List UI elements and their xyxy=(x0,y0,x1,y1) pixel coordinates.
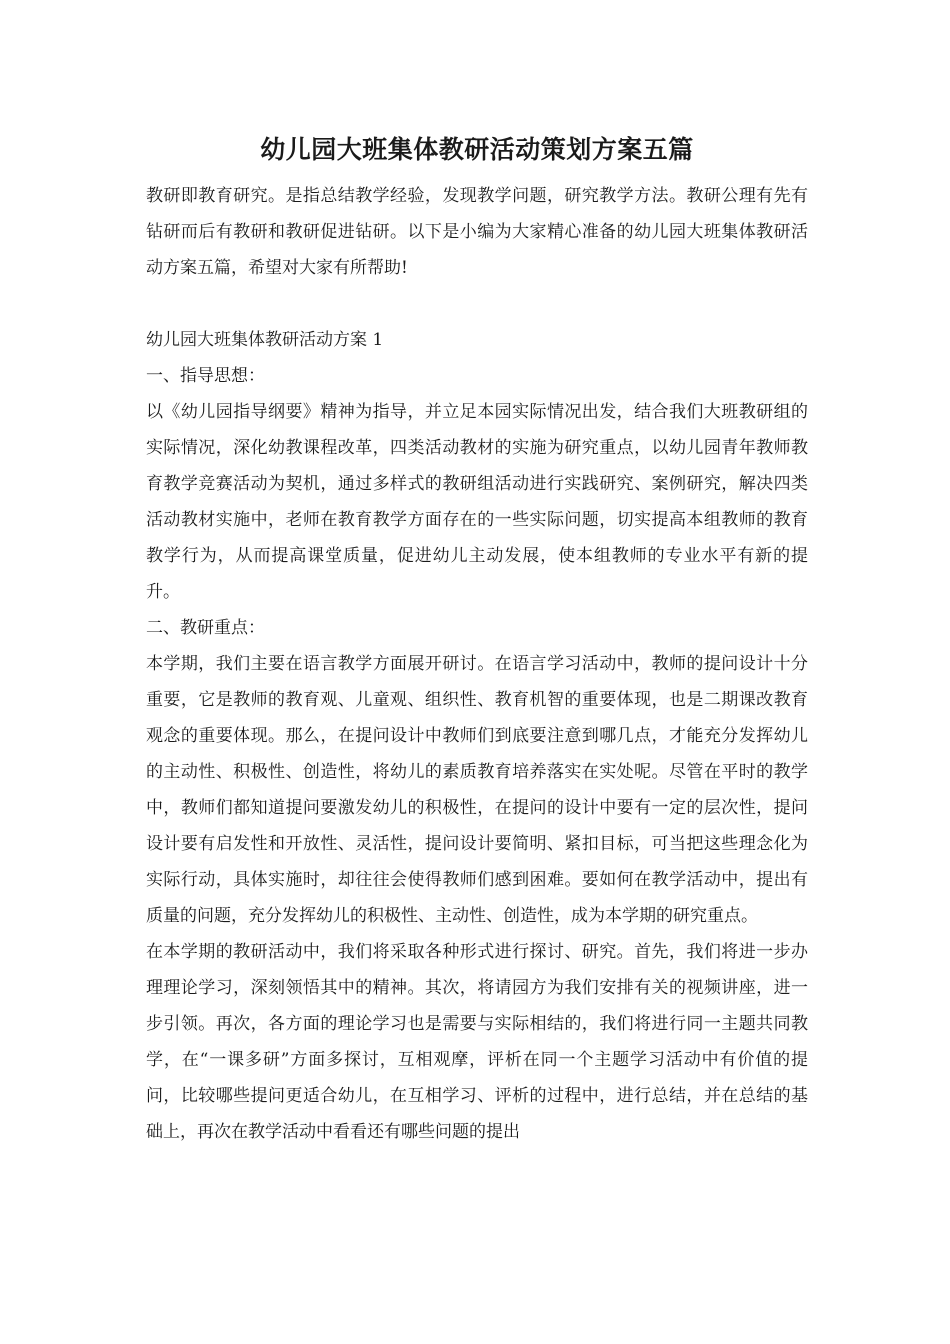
heading-guiding-ideology: 一、指导思想： xyxy=(146,366,265,386)
blank-line xyxy=(146,286,808,322)
paragraph-research-focus: 本学期，我们主要在语言教学方面展开研讨。在语言学习活动中，教师的提问设计十分重要，它是教师的教育观、儿童观、组织性、教育机智的重要体现，也是二期课改教育观念的重要体现。那么，在提问设计中教师们到底要注意到哪几点，才能充分发挥幼儿的主动性、积极性、创造性，将幼儿的素质教育培养落实在实处呢。尽管在平时的教学中，教师们都知道提问要激发幼儿的积极性，在提问的设计中要有一定的层次性，提问设计要有启发性和开放性、灵活性，提问设计要简明、紧扣目标，可当把这些理念化为实际行动，具体实施时，却往往会使得教师们感到困难。要如何在教学活动中，提出有质量的问题，充分发挥幼儿的积极性、主动性、创造性，成为本学期的研究重点。 xyxy=(146,654,808,926)
paragraph-research-methods: 在本学期的教研活动中，我们将采取各种形式进行探讨、研究。首先，我们将进一步办理理论学习，深刻领悟其中的精神。其次，将请园方为我们安排有关的视频讲座，进一步引领。再次，各方面的理论学习也是需要与实际相结的，我们将进行同一主题共同教学，在“一课多研”方面多探讨，互相观摩，评析在同一个主题学习活动中有价值的提问，比较哪些提问更适合幼儿，在互相学习、评析的过程中，进行总结，并在总结的基础上，再次在教学活动中看看还有哪些问题的提出 xyxy=(146,942,808,1142)
paragraph-guiding-ideology: 以《幼儿园指导纲要》精神为指导，并立足本园实际情况出发，结合我们大班教研组的实际情况，深化幼教课程改革，四类活动教材的实施为研究重点，以幼儿园青年教师教育教学竞赛活动为契机，通过多样式的教研组活动进行实践研究、案例研究，解决四类活动教材实施中，老师在教育教学方面存在的一些实际问题，切实提高本组教师的教育教学行为，从而提高课堂质量，促进幼儿主动发展，使本组教师的专业水平有新的提升。 xyxy=(146,402,808,602)
document-page xyxy=(146,128,808,1150)
intro-paragraph: 教研即教育研究。是指总结教学经验，发现教学问题，研究教学方法。教研公理有先有钻研而后有教研和教研促进钻研。以下是小编为大家精心准备的幼儿园大班集体教研活动方案五篇，希望对大家有所帮助! xyxy=(146,186,808,278)
heading-research-focus: 二、教研重点： xyxy=(146,618,265,638)
document-title: 幼儿园大班集体教研活动策划方案五篇 xyxy=(260,135,694,164)
section-title: 幼儿园大班集体教研活动方案 1 xyxy=(146,330,384,350)
